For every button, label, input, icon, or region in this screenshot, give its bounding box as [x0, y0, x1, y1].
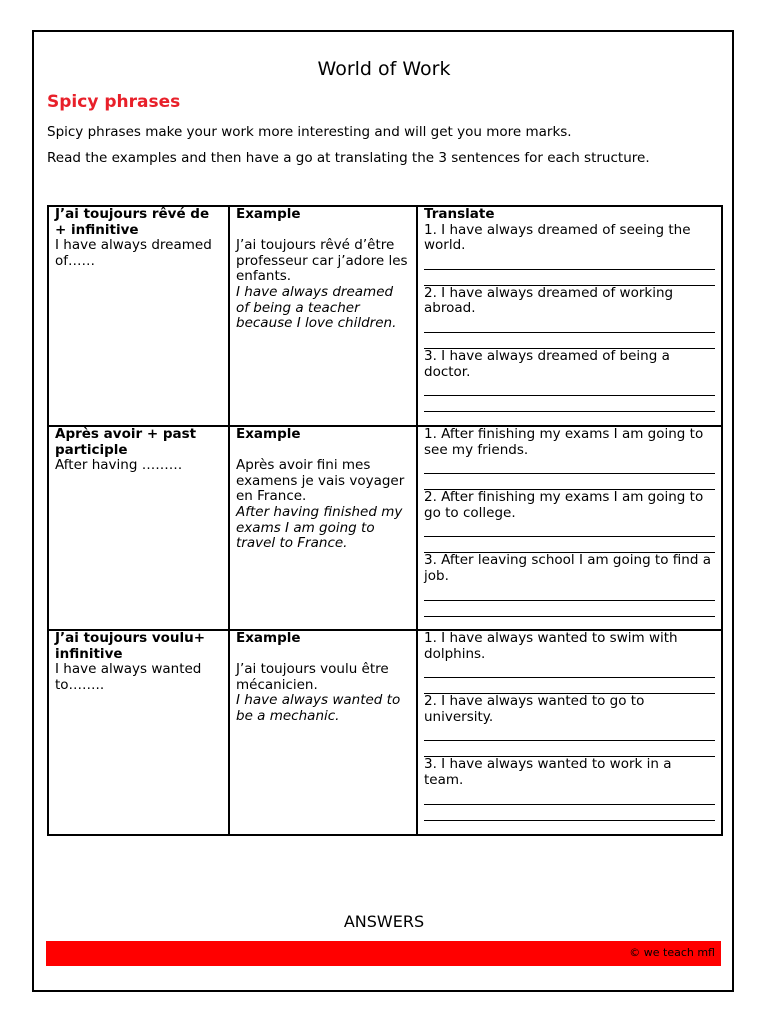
example-french: J’ai toujours rêvé d’être professeur car j’adore les enfants.: [236, 237, 408, 285]
answer-line[interactable]: [424, 474, 715, 490]
structure-meaning: I have always dreamed of……: [55, 237, 212, 269]
answer-line[interactable]: [424, 521, 715, 537]
example-cell: [229, 426, 417, 630]
translate-cell: [417, 206, 722, 426]
answer-line[interactable]: [424, 678, 715, 694]
answer-line[interactable]: [424, 270, 715, 286]
task-sentence: 2. I have always wanted to go to university.: [424, 693, 645, 725]
example-label: Example: [236, 630, 301, 646]
task-sentence: 1. I have always dreamed of seeing the world.: [424, 221, 691, 254]
translate-label: Translate: [424, 206, 495, 222]
answer-line[interactable]: [424, 725, 715, 741]
example-english: After having finished my exams I am going to travel to France.: [236, 503, 403, 552]
answer-line[interactable]: [424, 585, 715, 601]
answer-line[interactable]: [424, 789, 715, 805]
section-heading: Spicy phrases: [47, 92, 181, 112]
example-english: I have always wanted to be a mechanic.: [236, 692, 401, 724]
structure-cell: [48, 630, 229, 835]
page-title: World of Work: [317, 58, 451, 80]
example-cell: [229, 630, 417, 835]
intro-line-2: Read the examples and then have a go at translating the 3 sentences for each structure.: [47, 150, 650, 166]
task-sentence: 3. I have always wanted to work in a team.: [424, 756, 672, 788]
answer-line[interactable]: [424, 537, 715, 553]
task-sentence: 1. I have always wanted to swim with dolphins.: [424, 630, 678, 662]
example-french: Après avoir fini mes examens je vais voyager en France.: [236, 457, 405, 505]
table-row: [48, 426, 722, 630]
example-label: Example: [236, 206, 301, 222]
task-sentence: 2. I have always dreamed of working abroad.: [424, 284, 674, 317]
structure-title: Après avoir + past participle: [55, 426, 197, 458]
answer-line[interactable]: [424, 662, 715, 678]
example-french: J’ai toujours voulu être mécanicien.: [236, 661, 389, 693]
copyright-text: © we teach mfl: [629, 946, 715, 959]
answer-line[interactable]: [424, 380, 715, 396]
task-sentence: 3. I have always dreamed of being a doctor.: [424, 347, 670, 380]
structure-cell: [48, 206, 229, 426]
footer-bar: [46, 941, 721, 966]
example-cell: [229, 206, 417, 426]
structure-title: J’ai toujours rêvé de + infinitive: [55, 206, 210, 238]
answer-line[interactable]: [424, 317, 715, 333]
structure-title: J’ai toujours voulu+ infinitive: [55, 630, 206, 662]
translate-cell: [417, 426, 722, 630]
example-english: I have always dreamed of being a teacher because I love children.: [236, 283, 397, 332]
task-sentence: 3. After leaving school I am going to find a job.: [424, 552, 711, 584]
table-row: [48, 206, 722, 426]
answer-line[interactable]: [424, 254, 715, 270]
answer-line[interactable]: [424, 805, 715, 821]
intro-line-1: Spicy phrases make your work more interesting and will get you more marks.: [47, 124, 572, 140]
structure-cell: [48, 426, 229, 630]
task-sentence: 1. After finishing my exams I am going to see my friends.: [424, 426, 704, 458]
task-sentence: 2. After finishing my exams I am going to go to college.: [424, 489, 704, 521]
answer-line[interactable]: [424, 396, 715, 412]
answer-line[interactable]: [424, 458, 715, 474]
structure-meaning: After having ………: [55, 457, 183, 474]
structure-meaning: I have always wanted to……..: [55, 661, 202, 693]
answer-line[interactable]: [424, 601, 715, 617]
answers-label: ANSWERS: [343, 912, 425, 931]
phrases-table: [47, 205, 723, 836]
translate-cell: [417, 630, 722, 835]
example-label: Example: [236, 426, 301, 442]
answer-line[interactable]: [424, 333, 715, 349]
answer-line[interactable]: [424, 741, 715, 757]
table-row: [48, 630, 722, 835]
